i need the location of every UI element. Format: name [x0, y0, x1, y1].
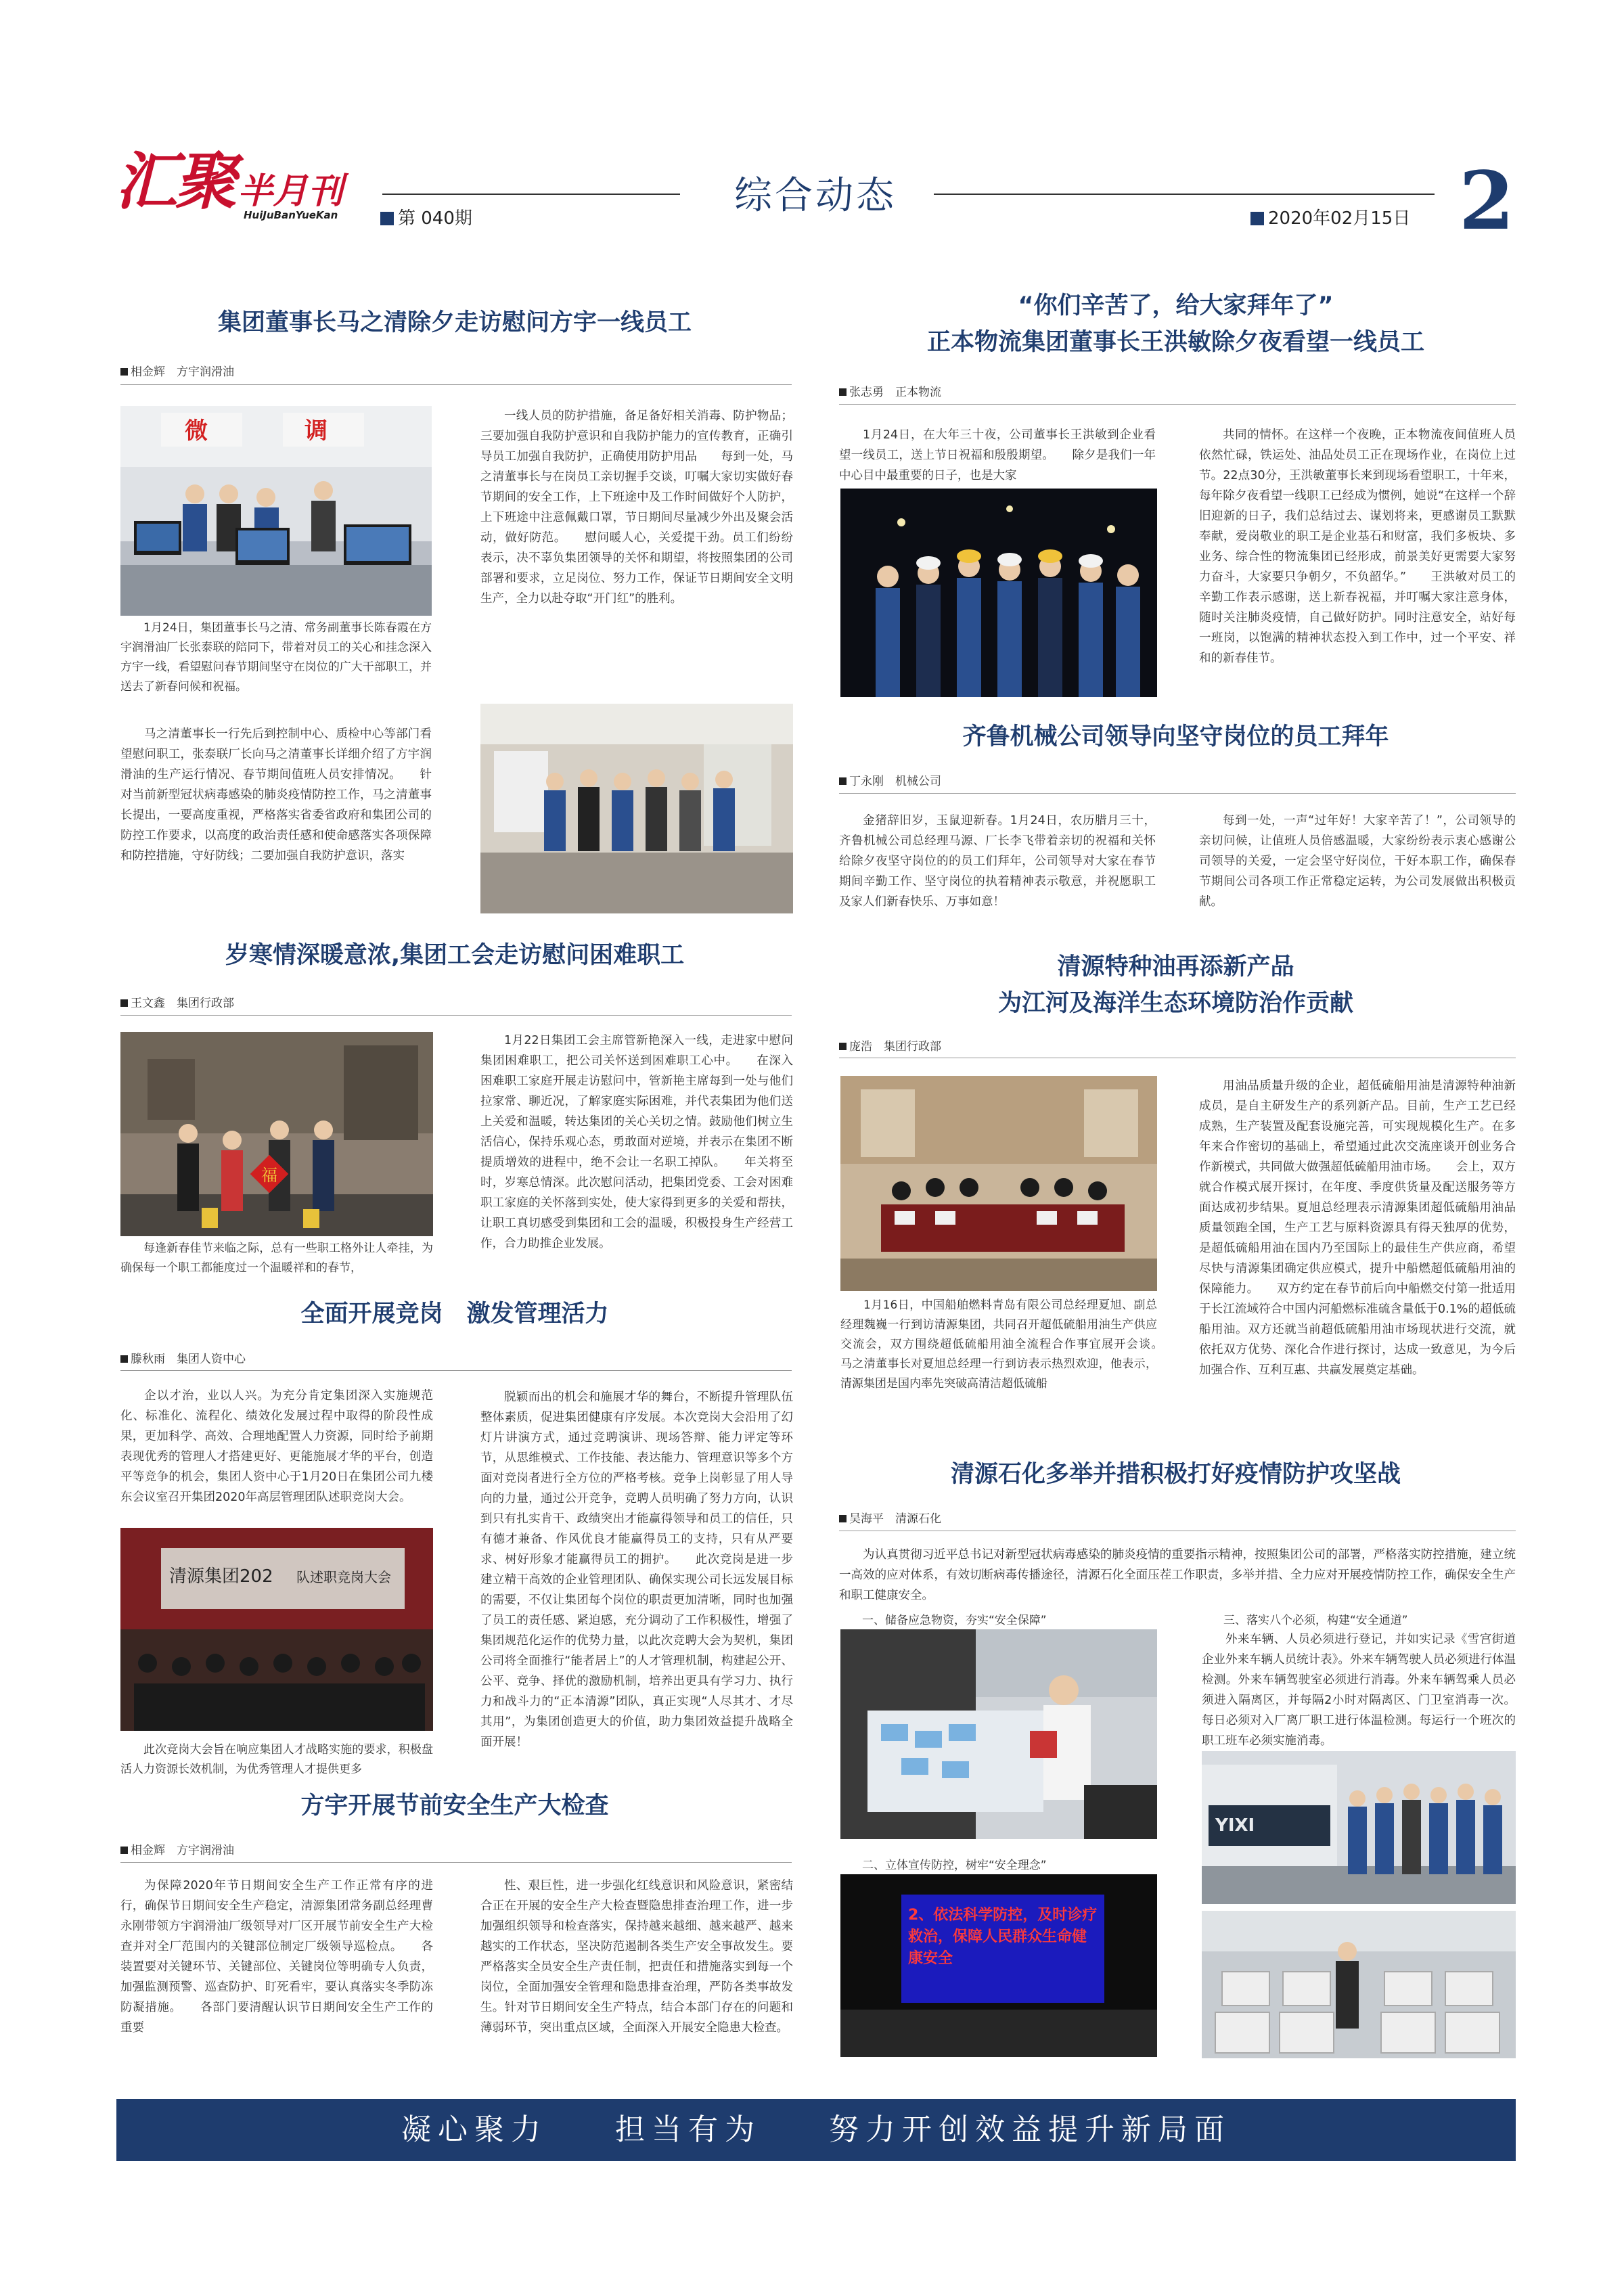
sign-right: 调 [304, 417, 328, 445]
article-5-photo-night [840, 489, 1157, 697]
article-3-title: 全面开展竞岗 激发管理活力 [300, 1300, 609, 1328]
article-8-title: 清源石化多举并措积极打好疫情防护攻坚战 [950, 1461, 1401, 1488]
couplet-character: 福 [261, 1166, 277, 1185]
footer-slogan-bar [116, 2099, 1516, 2161]
article-5-byline: 张志勇 正本物流 [839, 382, 941, 399]
article-7-title: 清源特种油再添新产品 为江河及海洋生态环境防治作贡献 [997, 953, 1353, 1018]
slogan-3: 努力开创效益提升新局面 [829, 2112, 1231, 2147]
masthead-rule-right [934, 194, 1435, 195]
article-1-text-col1: 马之清董事长一行先后到控制中心、质检中心等部门看望慰问职工，张泰联厂长向马之清董事长详细介绍了方宇润滑油的生产运行情况、春节期间值班人员安排情况。 针对当前新型冠状病毒感染的肺炎疫情防控工作，马之清董事长提出，一要高度重视，严格落实省委省政府和集团公司的防控工作要求，以高度的政治责任感和使命感落实各项保障和防控措施，守好防线；二要加强自我防护意识，落实 [120, 727, 432, 863]
slogan-2: 担当有为 [615, 2112, 761, 2147]
sign-left: 微 [185, 417, 208, 445]
article-1-text-col2: 一线人员的防护措施，备足备好相关消毒、防护物品；三要加强自我防护意识和自我防护能力的宣传教育，正确引导员工加强自我防护，正确使用防护用品 每到一处，马之清董事长与在岗员工亲切握手交谈，叮嘱大家切实做好春节期间的安全工作，上下班途中及工作时间做好个人防护，上下班途中注意佩戴口罩，节日期间尽量减少外出及聚会活动，做好防范。 慰问暖人心，关爱提干劲。员工们纷纷表示，决不辜负集团领导的关怀和期望，将按照集团的公司部署和要求，立足岗位、努力工作，保证节日期间安全文明生产，全力以赴夺取“开门红”的胜利。 [480, 409, 793, 606]
banner-left: 清源集团202 [169, 1566, 273, 1587]
article-8-intro: 为认真贯彻习近平总书记对新型冠状病毒感染的肺炎疫情的重要指示精神，按照集团公司的部署，严格落实防控措施，建立统一高效的应对体系，有效切断病毒传播途径，清源石化全面压茬工作职责，多举并措、全力应对开展疫情防控工作，确保安全生产和职工健康安全。 [839, 1548, 1516, 1602]
article-5-text-col1: 1月24日，在大年三十夜，公司董事长王洪敏到企业看望一线员工，送上节日祝福和殷殷期望。 除夕是我们一年中心目中最重要的日子，也是大家 [839, 428, 1156, 482]
article-8-byline: 吴海平 清源石化 [839, 1509, 941, 1526]
article-2-byline: 王文鑫 集团行政部 [120, 993, 234, 1010]
article-6-text-col2: 每到一处，一声“过年好！大家辛苦了！”，公司领导的亲切问候，让值班人员倍感温暖，大家纷纷表示衷心感谢公司领导的关爱，一定会坚守好岗位，干好本职工作，确保春节期间公司各项工作正常稳定运转，为公司发展做出积极贡献。 [1199, 814, 1516, 909]
article-8-text-col3: 外来车辆、人员必须进行登记，并如实记录《雪宫街道企业外来车辆人员统计表》。外来车辆驾驶人员必须进行体温检测。外来车辆驾驶室必须进行消毒。外来车辆驾乘人员必须进入隔离区，并每隔2小时对隔离区、门卫室消毒一次。每日必须对入厂离厂职工进行体温检测。每运行一个班次的职工班车必须实施消毒。 [1202, 1633, 1516, 1748]
article-3-rule [120, 1370, 792, 1371]
bus-lettering: YIXI [1215, 1815, 1255, 1836]
banner-right: 队述职竞岗大会 [296, 1569, 391, 1585]
article-2-rule [120, 1015, 792, 1016]
article-3-text-col2: 脱颖而出的机会和施展才华的舞台，不断提升管理队伍整体素质，促进集团健康有序发展。本次竞岗大会沿用了幻灯片讲演方式，通过竞聘演讲、现场答辩、能力评定等环节，从思维模式、工作技能、表达能力、管理意识等多个方面对竞岗者进行全方位的严格考核。竞争上岗彰显了用人导向的力量，通过公开竞争，竞聘人员明确了努力方向，认识到只有扎实肯干、政绩突出才能赢得领导和员工的信任，只有德才兼备、作风优良才能赢得员工的支持，只有从严要求、树好形象才能赢得员工的拥护。 此次竞岗是进一步建立精干高效的企业管理团队、确保实现公司长远发展目标的需要，不仅让集团每个岗位的职责更加清晰，同时也加强了员工的责任感、紧迫感，充分调动了工作积极性，增强了集团规范化运作的优势力量，以此次竞聘大会为契机，集团公司将全面推行“能者居上”的人才管理机制，构建起公开、公平、竞争、择优的激励机制，培养出更具有学习力、执行力和战斗力的“正本清源”团队，真正实现“人尽其才、才尽其用”，为集团创造更大的价值，助力集团效益提升战略全面开展！ [480, 1390, 793, 1749]
article-1-caption: 1月24日，集团董事长马之清、常务副董事长陈春霞在方宇润滑油厂长张泰联的陪同下，带着对员工的关心和挂念深入方宇一线，看望慰问春节期间坚守在岗位的广大干部职工，并送去了新春问候和祝福。 [120, 621, 432, 694]
article-8-subhead-1: 一、储备应急物资，夯实“安全保障” [862, 1614, 1047, 1627]
article-4-title: 方宇开展节前安全生产大检查 [300, 1792, 609, 1819]
article-5-title: “你们辛苦了，给大家拜年了” 正本物流集团董事长王洪敏除夕夜看望一线员工 [926, 292, 1424, 357]
article-8-photo-led-screen [840, 1874, 1157, 2057]
article-6-byline: 丁永刚 机械公司 [839, 771, 941, 788]
article-2-photo-family [120, 1032, 433, 1236]
article-7-byline: 庞浩 集团行政部 [839, 1037, 941, 1054]
article-1-photo-visit [480, 704, 793, 913]
article-4-byline: 相金辉 方宇润滑油 [120, 1840, 234, 1857]
article-3-text-col1: 企以才治，业以人兴。为充分肯定集团深入实施规范化、标准化、流程化、绩效化发展过程中取得的阶段性成果，更加科学、高效、合理地配置人力资源，同时给予前期表现优秀的管理人才搭建更好、更能施展才华的平台，创造平等竞争的机会，集团人资中心于1月20日在集团公司九楼东会议室召开集团2020年高层管理团队述职竞岗大会。 [120, 1389, 433, 1504]
section-title: 综合动态 [734, 174, 897, 218]
article-3-caption: 此次竞岗大会旨在响应集团人才战略实施的要求，积极盘活人力资源长效机制，为优秀管理人才提供更多 [120, 1743, 433, 1776]
slogan-1: 凝心聚力 [401, 2112, 547, 2147]
masthead-logo [115, 145, 359, 238]
article-6-text-col1: 金猪辞旧岁，玉鼠迎新春。1月24日，农历腊月三十，齐鲁机械公司总经理马源、厂长李飞带着亲切的祝福和关怀给除夕夜坚守岗位的的员工们拜年，公司领导对大家在春节期间辛勤工作、坚守岗位的执着精神表示敬意，并祝愿职工及家人们新春快乐、万事如意！ [839, 814, 1156, 909]
article-1-photo-control-room [120, 406, 432, 616]
article-6-rule [839, 793, 1516, 794]
article-3-photo-meeting [120, 1528, 433, 1731]
article-3-byline: 滕秋雨 集团人资中心 [120, 1349, 246, 1366]
article-1-byline: 相金辉 方宇润滑油 [120, 362, 234, 379]
article-7-text-col1: 1月16日，中国船舶燃料青岛有限公司总经理夏旭、副总经理魏巍一行到访清源集团，共同召开超低硫船用油生产供应交流会，双方围绕超低硫船用油全流程合作事宜展开会谈。 马之清董事长对夏旭总经理一行到访表示热烈欢迎，他表示，清源集团是国内率先突破高清洁超低硫船 [840, 1298, 1180, 1390]
article-8-subhead-2: 二、立体宣传防控，树牢“安全理念” [862, 1859, 1047, 1872]
article-1-title: 集团董事长马之清除夕走访慰问方宇一线员工 [217, 309, 692, 336]
logo-chinese: 汇聚 [115, 145, 235, 218]
page-number: 2 [1459, 154, 1515, 248]
masthead-rule-left [382, 194, 680, 195]
article-8-photo-bus [1202, 1751, 1516, 1904]
article-4-text-col2: 性、艰巨性，进一步强化红线意识和风险意识，紧密结合正在开展的安全生产大检查暨隐患排查治理工作，进一步加强组织领导和检查落实，保持越来越细、越来越严、越来越实的工作状态，坚决防范遏制各类生产安全事故发生。要严格落实全员安全生产责任制，把责任和措施落实到每一个岗位，全面加强安全管理和隐患排查治理，严防各类事故发生。针对节日期间安全生产特点，结合本部门存在的问题和薄弱环节，突出重点区域，全面深入开展安全隐患大检查。 [480, 1879, 793, 2035]
article-2-title: 岁寒情深暖意浓,集团工会走访慰问困难职工 [225, 942, 685, 969]
article-5-rule [839, 404, 1516, 405]
article-4-rule [120, 1862, 792, 1863]
article-2-text-col2: 1月22日集团工会主席管新艳深入一线，走进家中慰问集团困难职工，把公司关怀送到困难职工心中。 在深入困难职工家庭开展走访慰问中，管新艳主席每到一处与他们拉家常、聊近况，了解家庭实际困难，并代表集团为他们送上关爱和温暖，转达集团的关心关切之情。鼓励他们树立生活信心，保持乐观心态，勇敢面对逆境，并表示在集团不断提质增效的进程中，绝不会让一名职工掉队。 年关将至时，岁寒总情深。此次慰问活动，把集团党委、工会对困难职工家庭的关怀落到实处，使大家得到更多的关爱和帮扶，让职工真切感受到集团和工会的温暖，积极投身生产经营工作，合力助推企业发展。 [480, 1034, 793, 1250]
led-screen-text: 2、依法科学防控，及时诊疗救治，保障人民群众生命健康安全 [908, 1907, 1098, 1967]
article-8-photo-supplies [840, 1629, 1157, 1839]
article-2-caption: 每逢新春佳节来临之际，总有一些职工格外让人牵挂，为确保每一个职工都能度过一个温暖祥和的春节， [120, 1242, 433, 1275]
logo-chinese-small: 半月刊 [238, 171, 344, 212]
article-6-title: 齐鲁机械公司领导向坚守岗位的员工拜年 [962, 723, 1389, 750]
issue-number: 第 040期 [380, 204, 472, 229]
article-4-text-col1: 为保障2020年节日期间安全生产工作正常有序的进行，确保节日期间安全生产稳定，清源集团常务副总经理曹永刚带领方宇润滑油厂级领导对厂区开展节前安全生产大检查并对全厂范围内的关键部位制定厂级领导巡检点。 各装置要对关键环节、关键部位、关键岗位等明确专人负责，加强监测预警、巡查防护、盯死看牢，要认真落实冬季防冻防凝措施。 各部门要清醒认识节日期间安全生产工作的重要 [120, 1879, 433, 2035]
issue-date: 2020年02月15日 [1250, 204, 1410, 229]
article-7-photo-conference [840, 1076, 1157, 1291]
logo-english: HuiJuBanYueKan [244, 209, 338, 221]
article-1-rule [120, 384, 792, 385]
article-8-photo-bus-interior [1202, 1911, 1516, 2058]
article-8-subhead-3: 三、落实八个必须，构建“安全通道” [1223, 1614, 1408, 1627]
article-7-text-col2: 用油品质量升级的企业，超低硫船用油是清源特种油新成员，是自主研发生产的系列新产品。目前，生产工艺已经成熟，生产装置及配套设施完善，可实现规模化生产。在多年来合作密切的基础上，希望通过此次交流座谈开创业务合作新模式，共同做大做强超低硫船用油市场。 会上，双方就合作模式展开探讨，在年度、季度供货量及配送服务等方面达成初步结果。夏旭总经理表示清源集团超低硫船用油品质量领跑全国，生产工艺与原料资源具有得天独厚的优势，是超低硫船用油在国内乃至国际上的最佳生产供应商，希望尽快与清源集团确定供应模式，提升中船燃超低硫船用油的保障能力。 双方约定在春节前后向中船燃交付第一批适用于长江流域符合中国内河船燃标准硫含量低于0.1%的超低硫船用油。双方还就当前超低硫船用油市场现状进行交流，就依托双方优势、深化合作进行探讨，达成一致意见，为今后加强合作、互利互惠、共赢发展奠定基础。 [1199, 1079, 1516, 1377]
article-5-text-col2: 共同的情怀。在这样一个夜晚，正本物流夜间值班人员依然忙碌，铁运处、油品处员工正在现场作业，在岗位上过节。22点30分，王洪敏董事长来到现场看望职工，十年来，每年除夕夜看望一线职工已经成为惯例，她说“在这样一个辞旧迎新的日子，我们总结过去、谋划将来，更感谢员工默默奉献，爱岗敬业的职工是企业基石和财富，我们多板块、多业务、综合性的物流集团已经形成，前景美好更需要大家努力奋斗，大家要只争朝夕，不负韶华。” 王洪敏对员工的辛勤工作表示感谢，送上新春祝福，并叮嘱大家注意身体，随时关注肺炎疫情，自己做好防护。同时注意安全，站好每一班岗，以饱满的精神状态投入到工作中，过一个平安、祥和的新春佳节。 [1199, 428, 1516, 665]
